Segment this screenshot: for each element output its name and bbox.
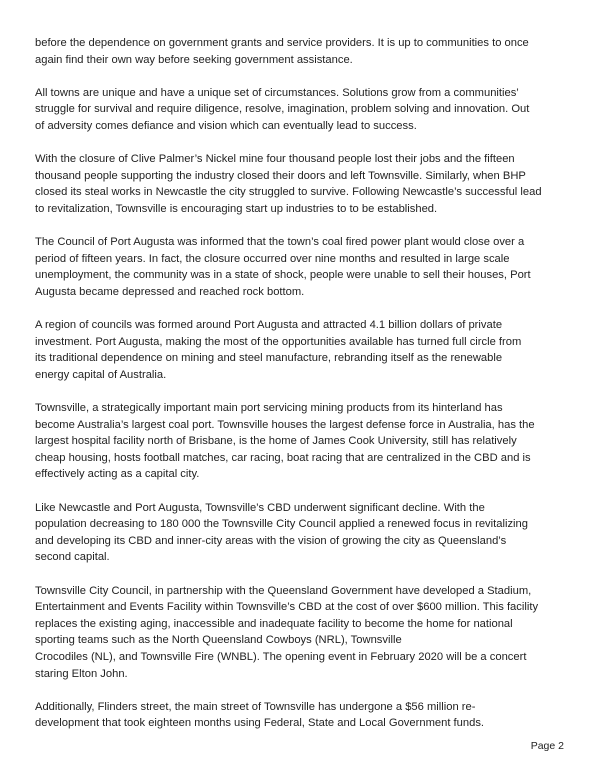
text-line: effectively acting as a capital city.: [35, 468, 200, 481]
text-line: The Council of Port Augusta was informed that the town’s coal fired power plant would close over a: [35, 236, 525, 249]
text-line: period of fifteen years. In fact, the closure occurred over nine months and resulted in large scale: [35, 252, 510, 265]
paragraph: [35, 317, 570, 383]
text-line: energy capital of Australia.: [35, 368, 167, 381]
text-line: cheap housing, hosts football matches, car racing, boat racing that are centralized in the CBD and is: [35, 451, 531, 464]
text-line: Townsville City Council, in partnership with the Queensland Government have developed a Stadium,: [35, 584, 532, 597]
paragraph: [35, 234, 570, 300]
text-line: largest hospital facility north of Brisbane, is the home of James Cook University, still has relatively: [35, 435, 517, 448]
text-line: before the dependence on government grants and service providers. It is up to communities to once: [35, 37, 529, 49]
text-line: become Australia’s largest coal port. Townsville houses the largest defense force in Australia, has the: [35, 418, 535, 431]
paragraph: [35, 583, 570, 683]
text-line: replaces the existing aging, inaccessible and inadequate facility to become the home for national: [35, 617, 513, 630]
text-line: population decreasing to 180 000 the Townsville City Council applied a renewed focus in revitalizing: [35, 518, 528, 531]
text-line: With the closure of Clive Palmer’s Nickel mine four thousand people lost their jobs and the fifteen: [35, 153, 515, 166]
text-line: again find their own way before seeking government assistance.: [35, 53, 353, 66]
text-line: investment. Port Augusta, making the most of the opportunities available has turned full circle from: [35, 335, 522, 348]
paragraph: [35, 35, 570, 68]
text-line: sporting teams such as the North Queensland Cowboys (NRL), Townsville: [35, 634, 402, 647]
text-line: Like Newcastle and Port Augusta, Townsville’s CBD underwent significant decline. With the: [35, 501, 485, 514]
text-line: All towns are unique and have a unique set of circumstances. Solutions grow from a communities’: [35, 86, 519, 99]
text-line: Additionally, Flinders street, the main street of Townsville has undergone a $56 million re-: [35, 700, 476, 713]
text-line: struggle for survival and require diligence, resolve, imagination, problem solving and innovation. Out: [35, 103, 530, 116]
document-body: [35, 35, 570, 749]
text-line: Entertainment and Events Facility within Townsville’s CBD at the cost of over $600 million. This facility: [35, 601, 539, 614]
text-line: Augusta became depressed and reached rock bottom.: [35, 285, 305, 298]
paragraph: [35, 400, 570, 483]
text-line: and developing its CBD and inner-city areas with the vision of growing the city as Queensland’s: [35, 534, 507, 547]
paragraph: [35, 500, 570, 566]
text-line: thousand people supporting the industry closed their doors and left Townsville. Similarly, when BHP: [35, 169, 526, 182]
text-line: staring Elton John.: [35, 667, 128, 680]
text-line: Crocodiles (NL), and Townsville Fire (WNBL). The opening event in February 2020 will be a concert: [35, 650, 527, 663]
paragraph: [35, 85, 570, 135]
paragraph: [35, 151, 570, 217]
text-line: its traditional dependence on mining and steel manufacture, rebranding itself as the renewable: [35, 352, 503, 365]
text-line: to revitalization, Townsville is encouraging start up industries to to be established.: [35, 202, 438, 215]
text-line: of adversity comes defiance and vision which can eventually lead to success.: [35, 119, 417, 132]
text-line: Townsville, a strategically important main port servicing mining products from its hinterland has: [35, 402, 503, 415]
text-line: unemployment, the community was in a state of shock, people were unable to sell their houses, Port: [35, 269, 531, 282]
page-number: Page 2: [530, 740, 564, 752]
text-line: closed its steal works in Newcastle the city struggled to survive. Following Newcastle’s successful lead: [35, 186, 542, 199]
text-line: development that took eighteen months using Federal, State and Local Government funds.: [35, 717, 485, 730]
paragraph: [35, 699, 570, 732]
text-line: A region of councils was formed around Port Augusta and attracted 4.1 billion dollars of private: [35, 319, 503, 332]
text-line: second capital.: [35, 551, 110, 564]
